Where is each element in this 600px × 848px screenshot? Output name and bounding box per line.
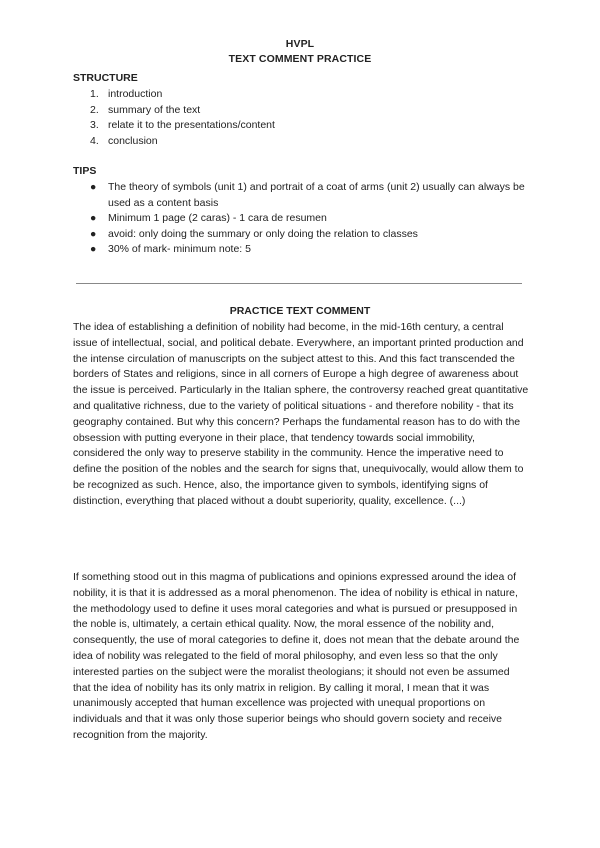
bullet-icon: ● — [90, 243, 97, 255]
header-subtitle: TEXT COMMENT PRACTICE — [228, 53, 372, 65]
list-item: 3. relate it to the presentations/content — [90, 119, 275, 131]
list-item: ● 30% of mark- minimum note: 5 — [90, 242, 530, 258]
list-item: 1. introduction — [90, 88, 163, 100]
tips-list — [90, 180, 530, 258]
bullet-icon: ● — [90, 212, 97, 224]
structure-heading: STRUCTURE — [73, 72, 138, 84]
list-item: 2. summary of the text — [90, 103, 201, 116]
list-item: ● avoid: only doing the summary or only doing the relation to classes — [90, 227, 530, 243]
bullet-icon: ● — [90, 227, 97, 240]
practice-paragraph-1: The idea of establishing a definition of nobility had become, in the mid-16th century, a central issue of intellectual, social, and political debate. Everywhere, an important printed production and the intense circulation of manuscripts on the subject attest to this. And this fact transcended the borders of States and religions, since in all corners of Europe a high degree of awareness about the issue is perceived. Particularly in the Italian sphere, the controversy reached great quantitative and qualitative richness, due to the variety of political situations - and therefore nobility - that its geography contained. But why this concern? Perhaps the fundamental reason has to do with the obsession with putting everyone in their place, that tendency towards social immobility, considered the only way to preserve stability in the community. Hence the imperative need to define the position of the nobles and the search for signs that, unequivocally, would allow them to be recognized as such. Hence, also, the importance given to symbols, identifying signs of distinction, everything that placed without a doubt superiority, quality, excellence. (...) — [73, 321, 529, 507]
horizontal-divider — [76, 283, 522, 284]
structure-list — [90, 87, 275, 149]
practice-title: PRACTICE TEXT COMMENT — [229, 305, 371, 317]
list-item: ● Minimum 1 page (2 caras) - 1 cara de resumen — [90, 211, 530, 227]
tips-heading: TIPS — [73, 165, 97, 177]
bullet-icon: ● — [90, 181, 97, 193]
list-item: ● The theory of symbols (unit 1) and portrait of a coat of arms (unit 2) usually can always be used as a content basis — [90, 181, 525, 209]
list-item: 4. conclusion — [90, 134, 158, 147]
practice-paragraph-2: If something stood out in this magma of publications and opinions expressed around the idea of nobility, it is that it is addressed as a moral phenomenon. The idea of nobility is ethical in nature, the methodology used to define it uses moral categories and what is pursued or presupposed in the noble is, ultimately, a certain ethical quality. Now, the moral essence of the nobility and, consequently, the use of moral categories to define it, does not mean that the debate around the idea of nobility was relegated to the field of moral philosophy, and even less so that the only interested parties on the subject were the moralist theologians; it should not even be assumed that the idea of nobility has its only matrix in religion. By calling it moral, I mean that it was unanimously accepted that human excellence was projected with unequal proportions on individuals and that it was only those superior beings who should govern society and receive recognition from the majority. — [73, 571, 520, 741]
header-title: HVPL — [285, 38, 315, 50]
